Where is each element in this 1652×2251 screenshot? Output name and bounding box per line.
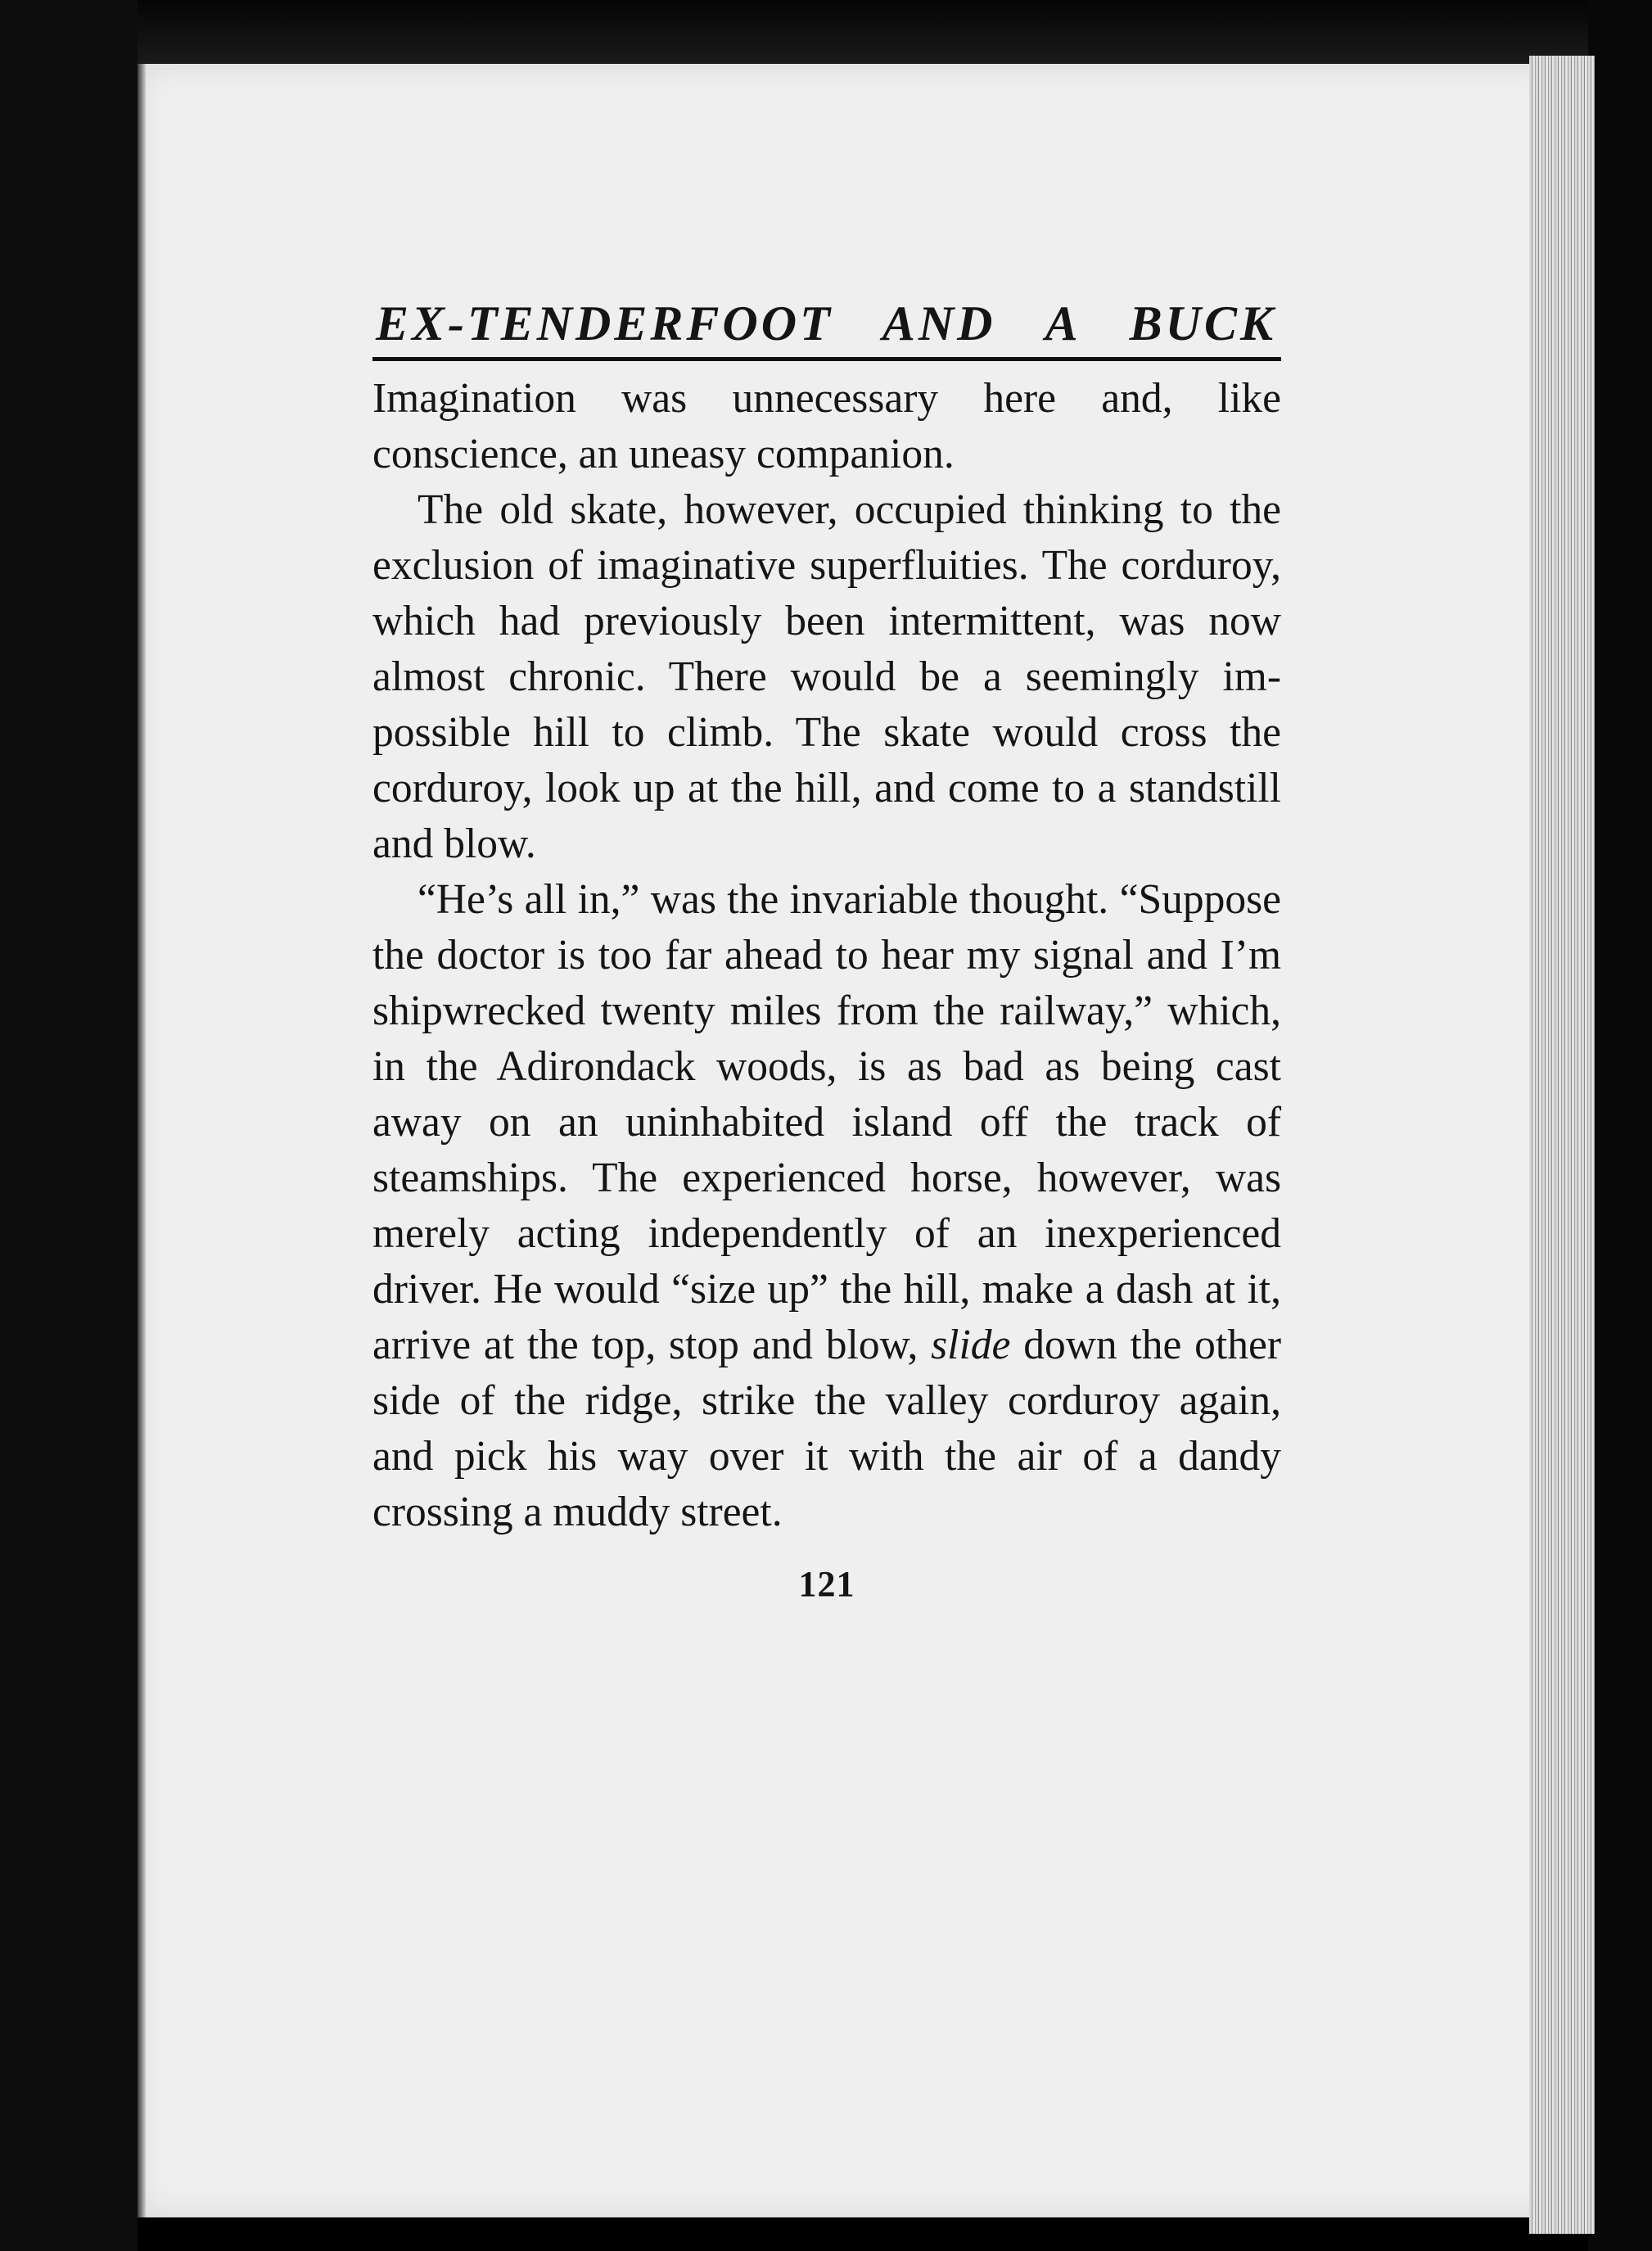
paragraph-3 [372,872,1281,1540]
header-rule [372,357,1281,361]
binding-shadow [138,64,146,2217]
text-block [372,295,1281,1605]
paragraph-2: The old skate, however, occupied thinking to the exclusion of imaginative superfluities. The corduroy, which had previously been intermittent, was now almost chronic. There would be a seemingly impossible hill to climb. The skate would cross the corduroy, look up at the hill, and come to a standstill and blow. [372,486,1281,867]
paragraph-3-end: down the other side of the ridge, strike the valley corduroy again, and pick his way over it with the air of a dandy crossing a muddy street. [372,1322,1281,1535]
page-edges [1529,56,1595,2234]
paragraph-3-start: “He’s all in,” was the invariable thought. “Suppose the doctor is too far ahead to hear my signal and I’m shipwrecked twenty miles from the railway,” which, in the Adirondack woods, is as bad as being cast away on an uninhabited island off the track of steamships. The experienced horse, however, was merely acting independently of an inexperienced driver. He would “size up” the hill, make a dash at it, arrive at the top, stop and blow, [372,876,1281,1368]
page-number: 121 [798,1564,855,1604]
scan-border-right [1588,0,1652,2251]
emphasis-slide: slide [931,1322,1011,1368]
scan-border-left [0,0,138,2251]
scan-border-top [0,0,1652,64]
running-head: EX-TENDERFOOT AND A BUCK [376,296,1276,350]
paragraph-1: Imagination was unnecessary here and, like conscience, an uneasy companion. [372,375,1281,477]
